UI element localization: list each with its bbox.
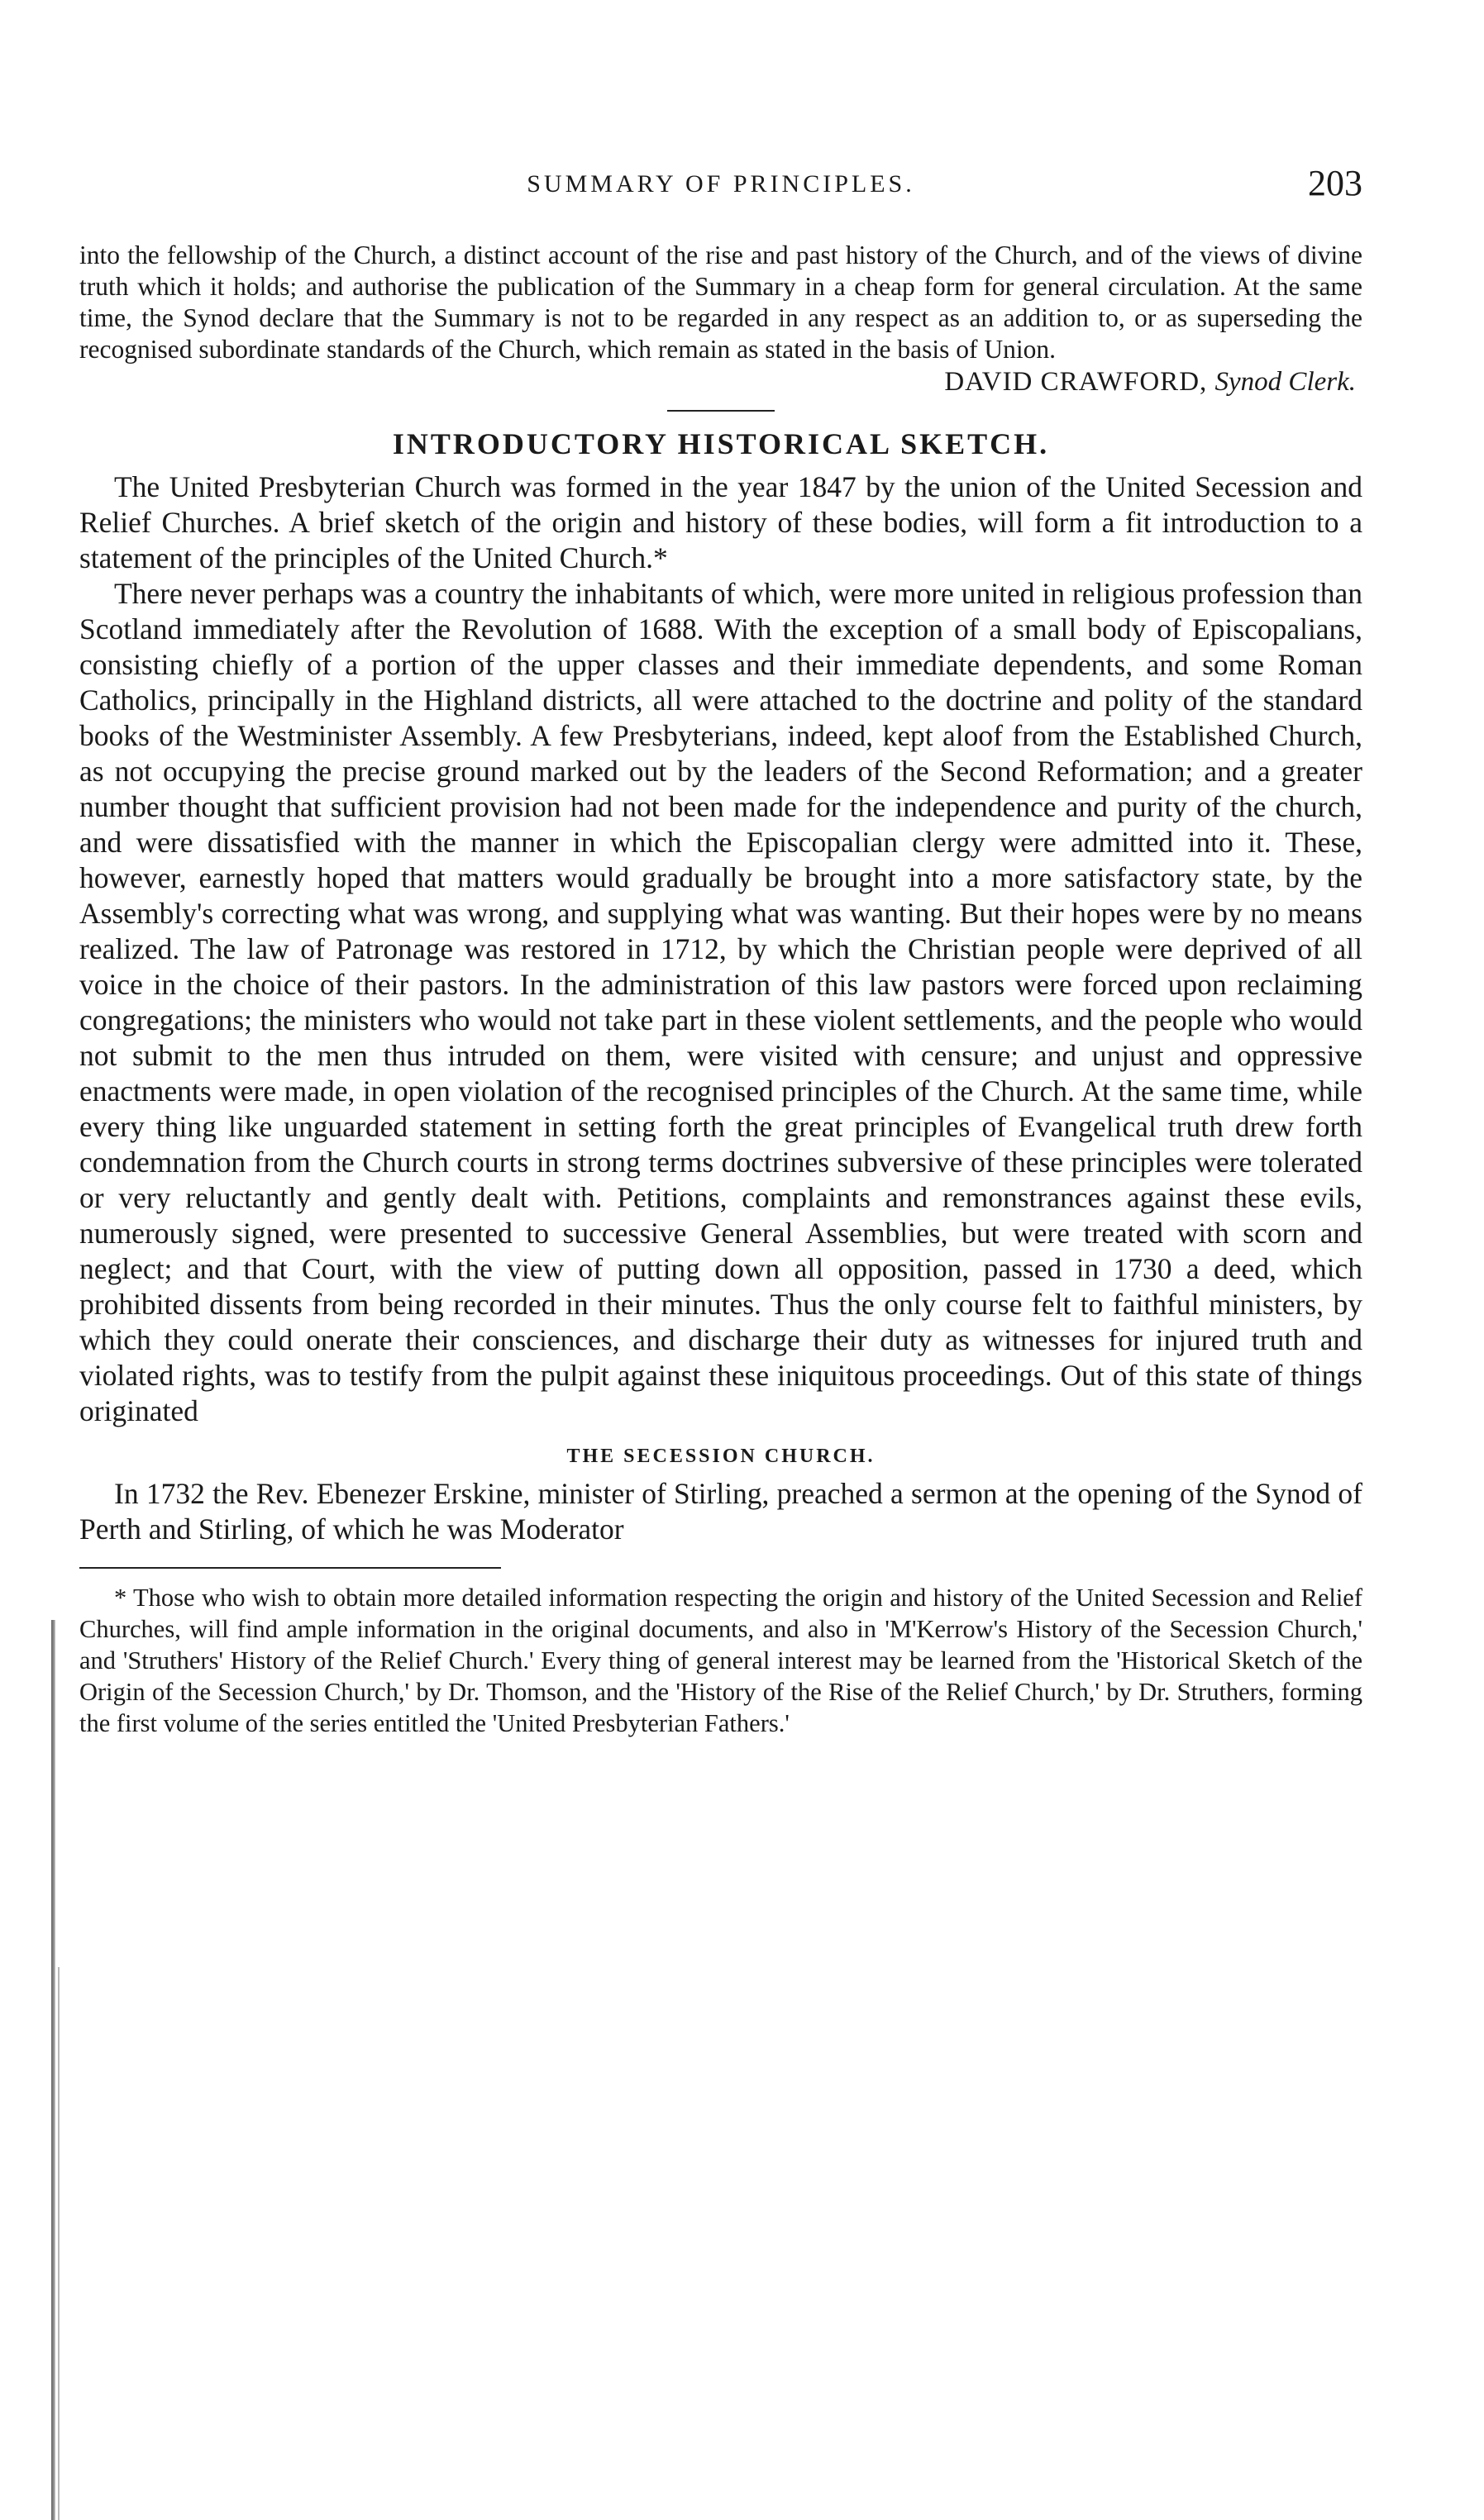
section-divider: [667, 410, 775, 412]
page-number: 203: [1308, 163, 1362, 203]
paragraph-erskine: In 1732 the Rev. Ebenezer Erskine, minister of Stirling, preached a sermon at the opening of the Synod of Perth and Stirling, of which he was Moderator: [79, 1477, 1362, 1546]
running-head: [79, 162, 1362, 212]
body-text: [79, 240, 1362, 1739]
signature-name: DAVID CRAWFORD,: [944, 367, 1208, 397]
signature: [79, 365, 1362, 398]
footnote-rule: [79, 1567, 501, 1569]
running-title: SUMMARY OF PRINCIPLES.: [527, 170, 915, 198]
paragraph-history: There never perhaps was a country the inhabitants of which, were more united in religious profession than Scotland immediately after the Revolution of 1688. With the exception of a small body of Episcopalians, consisting chiefly of a portion of the upper classes and their immediate dependents, and some Roman Catholics, principally in the Highland districts, all were attached to the doctrine and polity of the standard books of the Westminister Assembly. A few Presbyterians, indeed, kept aloof from the Established Church, as not occupying the precise ground marked out by the leaders of the Second Reformation; and a greater number thought that sufficient provision had not been made for the independence and purity of the church, and were dissatisfied with the manner in which the Episcopalian clergy were admitted into it. These, however, earnestly hoped that matters would gradually be brought into a more satisfactory state, by the Assembly's correcting what was wrong, and supplying what was wanting. But their hopes were by no means realized. The law of Patronage was restored in 1712, by which the Christian people were deprived of all voice in the choice of their pastors. In the administration of this law pastors were forced upon reclaiming congregations; the ministers who would not take part in these violent settlements, and the people who would not submit to the men thus intruded on them, were visited with censure; and unjust and oppressive enactments were made, in open violation of the recognised principles of the Church. At the same time, while every thing like unguarded statement in setting forth the great principles of Evangelical truth drew forth condemnation from the Church courts in strong terms doctrines subversive of these principles were tolerated or very reluctantly and gently dealt with. Petitions, complaints and remonstrances against these evils, numerously signed, were presented to successive General Assemblies, but were treated with scorn and neglect; and that Court, with the view of putting down all opposition, passed in 1730 a deed, which prohibited dissents from being recorded in their minutes. Thus the only course felt to faithful ministers, by which they could onerate their consciences, and discharge their duty as witnesses for injured truth and violated rights, was to testify from the pulpit against these iniquitous proceedings. Out of this state of things originated: [79, 577, 1362, 1427]
intro-paragraph: into the fellowship of the Church, a distinct account of the rise and past history of the Church, and of the views of divine truth which it holds; and authorise the publication of the Summary in a cheap form for general circulation. At the same time, the Synod declare that the Summary is not to be regarded in any respect as an addition to, or as superseding the recognised subordinate standards of the Church, which remain as stated in the basis of Union.: [79, 241, 1362, 364]
scan-edge-line: [58, 1967, 60, 2520]
scan-edge-shadow: [51, 1620, 55, 2520]
subheading-secession-church: THE SECESSION CHURCH.: [566, 1446, 876, 1467]
section-title: INTRODUCTORY HISTORICAL SKETCH.: [392, 427, 1050, 460]
paragraph-union: The United Presbyterian Church was formed in the year 1847 by the union of the United Secession and Relief Churches. A brief sketch of the origin and history of these bodies, will form a fit introduction to a statement of the principles of the United Church.*: [79, 470, 1362, 574]
signature-role: Synod Clerk.: [1214, 367, 1356, 397]
footnote: * Those who wish to obtain more detailed information respecting the origin and history of the United Secession and Relief Churches, will find ample information in the original documents, and also in 'M'Kerrow's History of the Secession Church,' and 'Struthers' History of the Relief Church.' Every thing of general interest may be learned from the 'Historical Sketch of the Origin of the Secession Church,' by Dr. Thomson, and the 'History of the Rise of the Relief Church,' by Dr. Struthers, forming the first volume of the series entitled the 'United Presbyterian Fathers.': [79, 1584, 1362, 1737]
